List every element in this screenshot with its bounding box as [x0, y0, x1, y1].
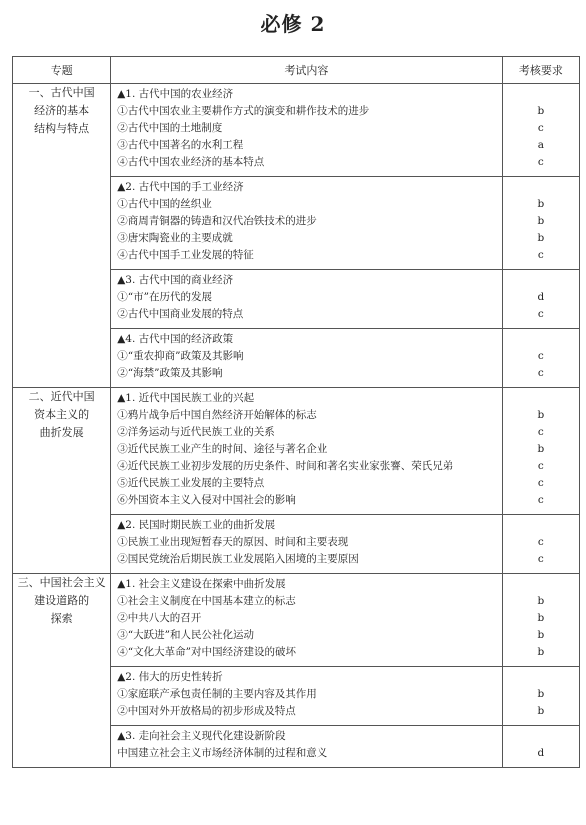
requirement-cell: [502, 388, 579, 515]
requirement-cell: [502, 177, 579, 270]
content-item: ②国民党统治后期民族工业发展陷入困境的主要原因: [117, 553, 359, 565]
topic-title-line: 二、近代中国: [28, 390, 95, 403]
requirement-level: b: [537, 198, 545, 210]
table-header-row: [13, 57, 580, 84]
content-cell: [111, 574, 502, 667]
content-item: ①家庭联产承包责任制的主要内容及其作用: [117, 688, 317, 700]
content-cell: [111, 329, 502, 388]
page-title: 必修 2: [260, 12, 326, 36]
requirement-spacer: [503, 87, 579, 104]
requirement-level: b: [537, 612, 545, 624]
requirement-level: d: [537, 291, 545, 303]
requirement-cell: [502, 84, 579, 177]
content-item: ②古代中国商业发展的特点: [117, 308, 244, 320]
requirement-level: c: [537, 477, 544, 489]
section-heading: ▲2. 古代中国的手工业经济: [117, 181, 244, 193]
requirement-level: b: [537, 646, 545, 658]
content-item: ②商周青铜器的铸造和汉代冶铁技术的进步: [117, 215, 317, 227]
section-heading: ▲2. 伟大的历史性转折: [117, 671, 223, 683]
content-item: ④近代民族工业初步发展的历史条件、时间和著名实业家张謇、荣氏兄弟: [117, 460, 454, 472]
topic-cell: [13, 574, 111, 768]
requirement-level: c: [537, 494, 544, 506]
table-row: [13, 388, 580, 515]
topic-title-line: 一、古代中国: [28, 86, 95, 99]
content-item: ②古代中国的土地制度: [117, 122, 223, 134]
content-item: ①古代中国农业主要耕作方式的演变和耕作技术的进步: [117, 105, 370, 117]
content-item: ⑥外国资本主义入侵对中国社会的影响: [117, 494, 296, 506]
content-item: ③“大跃进”和人民公社化运动: [117, 629, 254, 641]
section-heading: ▲2. 民国时期民族工业的曲折发展: [117, 519, 276, 531]
content-item: ①社会主义制度在中国基本建立的标志: [117, 595, 296, 607]
requirement-level: c: [537, 367, 544, 379]
content-item: ④古代中国手工业发展的特征: [117, 249, 254, 261]
requirement-level: c: [537, 122, 544, 134]
content-cell: [111, 667, 502, 726]
requirement-level: c: [537, 308, 544, 320]
requirement-spacer: [503, 518, 579, 535]
requirement-spacer: [503, 577, 579, 594]
requirement-level: b: [537, 595, 545, 607]
topic-title-line: 三、中国社会主义: [17, 576, 106, 589]
section-heading: ▲3. 走向社会主义现代化建设新阶段: [117, 730, 286, 742]
requirement-level: c: [537, 536, 544, 548]
requirement-level: c: [537, 350, 544, 362]
requirement-cell: [502, 270, 579, 329]
table-row: [13, 84, 580, 177]
topic-cell: [13, 84, 111, 388]
topic-title-line: 资本主义的: [34, 408, 90, 421]
requirement-level: b: [537, 705, 545, 717]
content-item: 中国建立社会主义市场经济体制的过程和意义: [117, 747, 328, 759]
header-content: 考试内容: [111, 57, 502, 84]
syllabus-table: [12, 56, 580, 768]
requirement-level: c: [537, 156, 544, 168]
requirement-cell: [502, 515, 579, 574]
requirement-spacer: [503, 273, 579, 290]
content-item: ②洋务运动与近代民族工业的关系: [117, 426, 275, 438]
requirement-level: c: [537, 460, 544, 472]
content-item: ②“海禁”政策及其影响: [117, 367, 223, 379]
section-heading: ▲1. 社会主义建设在探索中曲折发展: [117, 578, 286, 590]
topic-title-line: 经济的基本: [34, 104, 90, 117]
topic-cell: [13, 388, 111, 574]
requirement-level: b: [537, 232, 545, 244]
content-cell: [111, 270, 502, 329]
section-heading: ▲1. 近代中国民族工业的兴起: [117, 392, 255, 404]
content-item: ①“重农抑商”政策及其影响: [117, 350, 244, 362]
requirement-cell: [502, 574, 579, 667]
topic-title-line: 建设道路的: [34, 594, 90, 607]
requirement-level: b: [537, 688, 545, 700]
content-cell: [111, 84, 502, 177]
requirement-spacer: [503, 180, 579, 197]
content-item: ②中共八大的召开: [117, 612, 202, 624]
content-item: ③近代民族工业产生的时间、途径与著名企业: [117, 443, 328, 455]
content-cell: [111, 515, 502, 574]
content-item: ⑤近代民族工业发展的主要特点: [117, 477, 265, 489]
content-cell: [111, 726, 502, 768]
requirement-level: a: [537, 139, 544, 151]
content-item: ①鸦片战争后中国自然经济开始解体的标志: [117, 409, 317, 421]
content-item: ③古代中国著名的水利工程: [117, 139, 244, 151]
requirement-level: b: [537, 105, 545, 117]
requirement-cell: [502, 329, 579, 388]
content-item: ①“市”在历代的发展: [117, 291, 212, 303]
content-item: ①古代中国的丝织业: [117, 198, 212, 210]
topic-title-line: 探索: [50, 612, 73, 625]
requirement-spacer: [503, 391, 579, 408]
requirement-spacer: [503, 670, 579, 687]
table-row: [13, 574, 580, 667]
content-cell: [111, 177, 502, 270]
requirement-spacer: [503, 729, 579, 746]
content-item: ②中国对外开放格局的初步形成及特点: [117, 705, 296, 717]
header-requirement: 考核要求: [502, 57, 579, 84]
requirement-level: b: [537, 443, 545, 455]
requirement-level: c: [537, 249, 544, 261]
requirement-level: c: [537, 553, 544, 565]
topic-title-line: 结构与特点: [34, 122, 90, 135]
requirement-level: b: [537, 409, 545, 421]
topic-title-line: 曲折发展: [39, 426, 84, 439]
requirement-cell: [502, 667, 579, 726]
content-item: ④“文化大革命”对中国经济建设的破坏: [117, 646, 296, 658]
content-item: ③唐宋陶瓷业的主要成就: [117, 232, 233, 244]
content-item: ④古代中国农业经济的基本特点: [117, 156, 265, 168]
section-heading: ▲3. 古代中国的商业经济: [117, 274, 234, 286]
requirement-level: b: [537, 215, 545, 227]
requirement-level: b: [537, 629, 545, 641]
requirement-cell: [502, 726, 579, 768]
header-topic: 专题: [13, 57, 111, 84]
content-item: ①民族工业出现短暂春天的原因、时间和主要表现: [117, 536, 349, 548]
requirement-spacer: [503, 332, 579, 349]
requirement-level: d: [537, 747, 545, 759]
table-body: [13, 84, 580, 768]
section-heading: ▲1. 古代中国的农业经济: [117, 88, 234, 100]
section-heading: ▲4. 古代中国的经济政策: [117, 333, 234, 345]
requirement-level: c: [537, 426, 544, 438]
content-cell: [111, 388, 502, 515]
